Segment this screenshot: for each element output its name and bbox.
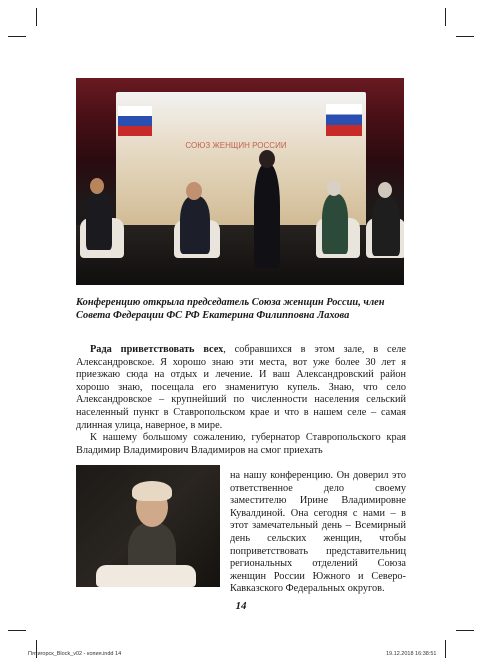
paragraph-1 [76, 344, 406, 432]
head [186, 182, 202, 200]
paragraph-2-top: К нашему большому сожалению, губернатор Ставропольского края Владимир Владимирович Владимиров на смог приехать [76, 432, 406, 456]
seated-woman-green [322, 194, 348, 254]
crop-mark [8, 630, 26, 631]
standing-speaker [254, 164, 280, 268]
crop-mark [8, 36, 26, 37]
paragraph-1-lead: Рада приветствовать всех [90, 344, 224, 355]
paragraph-1-rest: , собравшихся в этом зале, в селе Александровское. Я хорошо знаю эти места, вот уже более 30 лет я приезжаю сюда на отдых и лечение. И ваш Александровский район хорошо знаю, посещала его знаменитую купель. Знаю, что село Александровское – крупнейший по численности населения сельский населенный пункт в Ставропольском крае и что в нашем селе – самая длинная улица, наверное, в мире. [76, 344, 406, 431]
photo-caption: Конференцию открыла председатель Союза женщин России, член Совета Федерации ФС РФ Екатерина Филипповна Лахова [76, 297, 385, 321]
conference-photo [76, 78, 404, 285]
crop-mark [36, 8, 37, 26]
crop-mark [445, 8, 446, 26]
head [327, 180, 341, 196]
footer-timestamp: 19.12.2018 16:38:51 [386, 651, 437, 657]
crop-mark [456, 36, 474, 37]
paragraph-2-wrap: на нашу конференцию. Он доверил это ответственное дело своему заместителю Ирине Владимировне Кувалдиной. Она сегодня с нами – в этот замечательный день – Всемирный день сельских женщин, чтобы поприветствовать представительниц региональных отделений Союза женщин России Южного и Северо-Кавказского Федеральных округов. [230, 470, 406, 595]
hair [132, 481, 172, 501]
seated-woman-right [372, 196, 400, 256]
screen-text: СОЮЗ ЖЕНЩИН РОССИИ [185, 141, 287, 150]
body-text-wrap [230, 470, 406, 596]
footer-slug: Пятигорск_Block_v02 - копия.indd 14 [28, 651, 122, 657]
seated-woman-left [86, 190, 112, 250]
flag-left [118, 106, 152, 136]
head [378, 182, 392, 198]
seated-man [180, 196, 210, 254]
portrait-photo [76, 465, 220, 587]
head [90, 178, 104, 194]
page-number: 14 [235, 600, 247, 612]
chair [96, 565, 196, 587]
body-text-top [76, 344, 406, 457]
crop-mark [456, 630, 474, 631]
flag-right [326, 104, 362, 136]
head [259, 150, 275, 168]
crop-mark [445, 640, 446, 658]
